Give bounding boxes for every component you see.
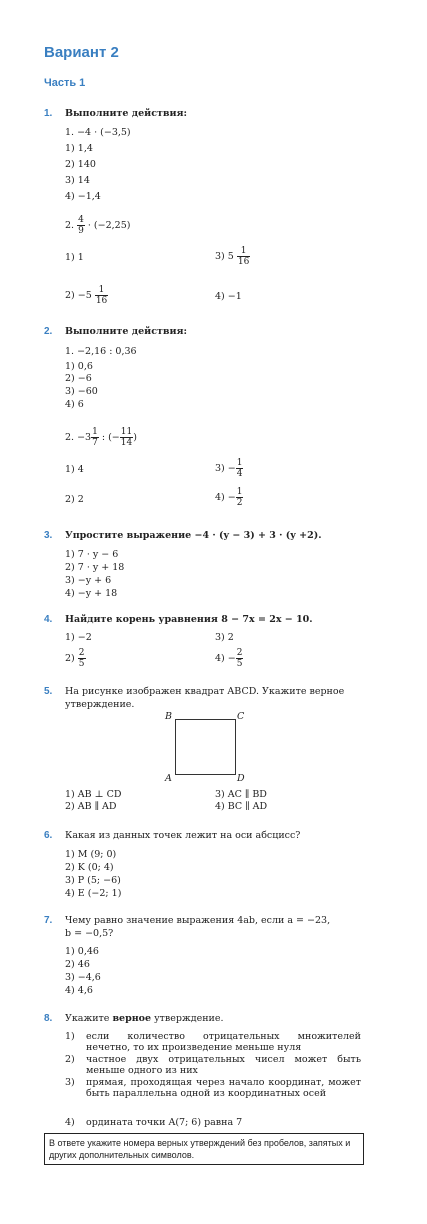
fraction bbox=[120, 427, 133, 448]
statement-number: 2) bbox=[65, 1054, 75, 1065]
option: 2) K (0; 4) bbox=[65, 862, 114, 873]
question-number: 4. bbox=[44, 614, 53, 625]
fraction bbox=[236, 458, 244, 479]
option: 3) 14 bbox=[65, 175, 90, 186]
subtask-suffix: · (−2,25) bbox=[87, 220, 131, 231]
fraction-denominator: 4 bbox=[236, 469, 243, 479]
option: 4) BC ∥ AD bbox=[215, 801, 268, 812]
fraction-numerator: 1 bbox=[92, 427, 98, 437]
question-text: утверждение. bbox=[65, 699, 135, 710]
option: 3) AC ∥ BD bbox=[215, 789, 267, 800]
question-text-emphasis: верное bbox=[112, 1013, 152, 1024]
option: 4) −1 bbox=[215, 291, 242, 302]
option: 3) 2 bbox=[215, 632, 234, 643]
question-text: Выполните действия: bbox=[65, 108, 188, 119]
option: 2) 140 bbox=[65, 159, 96, 170]
vertex-label-c: C bbox=[237, 711, 245, 722]
option bbox=[215, 458, 243, 479]
option: 4) −y + 18 bbox=[65, 588, 118, 599]
subtask-expression: 1. −2,16 : 0,36 bbox=[65, 346, 137, 357]
option: 1) 1,4 bbox=[65, 143, 93, 154]
option: 2) 46 bbox=[65, 959, 90, 970]
question-number: 5. bbox=[44, 686, 53, 697]
subtask-close: ) bbox=[133, 432, 137, 443]
subtask-expression: 1. −4 · (−3,5) bbox=[65, 127, 131, 138]
option: 4) E (−2; 1) bbox=[65, 888, 122, 899]
question-text: На рисунке изображен квадрат ABCD. Укажите верное bbox=[65, 686, 345, 697]
fraction-denominator: 5 bbox=[78, 659, 85, 669]
fraction-denominator: 9 bbox=[78, 226, 84, 236]
statement-number: 4) bbox=[65, 1117, 75, 1128]
fraction-numerator: 2 bbox=[236, 648, 243, 658]
subtask-prefix: 2. −3 bbox=[65, 432, 92, 443]
option: 1) 7 · y − 6 bbox=[65, 549, 119, 560]
question-number: 6. bbox=[44, 830, 53, 841]
fraction bbox=[237, 246, 250, 267]
statement-number: 3) bbox=[65, 1077, 75, 1088]
fraction bbox=[95, 285, 108, 306]
statement-text: прямая, проходящая через начало координат, может быть параллельна одной из координатных осей bbox=[86, 1077, 361, 1099]
option: 4) 4,6 bbox=[65, 985, 93, 996]
option: 3) P (5; −6) bbox=[65, 875, 121, 886]
fraction bbox=[78, 648, 86, 669]
fraction-denominator: 16 bbox=[95, 296, 108, 306]
question-text-post: утверждение. bbox=[151, 1013, 224, 1024]
vertex-label-b: B bbox=[165, 711, 172, 722]
question-number: 7. bbox=[44, 915, 53, 926]
fraction bbox=[91, 427, 99, 448]
fraction bbox=[77, 215, 85, 236]
fraction-denominator: 7 bbox=[92, 438, 98, 448]
question-number: 1. bbox=[44, 108, 53, 119]
subtask-expression bbox=[65, 215, 130, 236]
part-title: Часть 1 bbox=[44, 77, 86, 89]
variant-title: Вариант 2 bbox=[44, 44, 119, 61]
option bbox=[215, 246, 250, 267]
statement-text: ордината точки A(7; 6) равна 7 bbox=[86, 1117, 243, 1128]
question-text: Упростите выражение −4 · (y − 3) + 3 · (y +2). bbox=[65, 530, 322, 541]
option: 2) AB ∥ AD bbox=[65, 801, 117, 812]
option: 2) 7 · y + 18 bbox=[65, 562, 125, 573]
fraction bbox=[236, 487, 244, 508]
option-prefix: 2) −5 bbox=[65, 290, 92, 301]
option bbox=[65, 285, 108, 306]
option: 3) −y + 6 bbox=[65, 575, 112, 586]
option: 3) −4,6 bbox=[65, 972, 101, 983]
fraction-denominator: 5 bbox=[236, 659, 243, 669]
option: 3) −60 bbox=[65, 386, 98, 397]
option: 4) 6 bbox=[65, 399, 84, 410]
statement-text: если количество отрицательных множителей нечетно, то их произведение меньше нуля bbox=[86, 1031, 361, 1053]
option-prefix: 3) − bbox=[215, 463, 236, 474]
fraction-denominator: 14 bbox=[120, 438, 133, 448]
option bbox=[215, 487, 243, 508]
question-number: 3. bbox=[44, 530, 53, 541]
subtask-prefix: 2. bbox=[65, 220, 75, 231]
fraction-denominator: 2 bbox=[236, 498, 243, 508]
vertex-label-d: D bbox=[237, 773, 245, 784]
option bbox=[65, 648, 86, 669]
question-text: Какая из данных точек лежит на оси абсцисс? bbox=[65, 830, 301, 841]
option-prefix: 2) bbox=[65, 653, 75, 664]
option: 1) M (9; 0) bbox=[65, 849, 117, 860]
option: 1) 0,46 bbox=[65, 946, 99, 957]
question-number: 8. bbox=[44, 1013, 53, 1024]
question-text: b = −0,5? bbox=[65, 928, 114, 939]
question-number: 2. bbox=[44, 326, 53, 337]
fraction-numerator: 1 bbox=[237, 246, 250, 257]
subtask-middle: : (− bbox=[101, 432, 120, 443]
option: 2) −6 bbox=[65, 373, 92, 384]
option: 1) 4 bbox=[65, 464, 84, 475]
question-text: Чему равно значение выражения 4ab, если a = −23, bbox=[65, 915, 331, 926]
subtask-expression bbox=[65, 427, 137, 448]
fraction-numerator: 4 bbox=[78, 215, 84, 225]
fraction-numerator: 1 bbox=[236, 458, 243, 468]
fraction-numerator: 11 bbox=[120, 427, 133, 437]
square-abcd bbox=[175, 719, 236, 775]
question-text: Найдите корень уравнения 8 − 7x = 2x − 10. bbox=[65, 614, 313, 625]
question-text-pre: Укажите bbox=[65, 1013, 113, 1024]
fraction-numerator: 1 bbox=[95, 285, 108, 296]
fraction-numerator: 2 bbox=[78, 648, 85, 658]
fraction-numerator: 1 bbox=[236, 487, 243, 497]
option-prefix: 4) − bbox=[215, 492, 236, 503]
option: 1) AB ⊥ CD bbox=[65, 789, 122, 800]
vertex-label-a: A bbox=[165, 773, 172, 784]
option: 2) 2 bbox=[65, 494, 84, 505]
question-text bbox=[65, 1013, 224, 1024]
statement-number: 1) bbox=[65, 1031, 75, 1042]
fraction-denominator: 16 bbox=[237, 257, 250, 267]
option: 1) 0,6 bbox=[65, 361, 93, 372]
option: 4) −1,4 bbox=[65, 191, 101, 202]
option-prefix: 4) − bbox=[215, 653, 236, 664]
option: 1) 1 bbox=[65, 252, 84, 263]
option-prefix: 3) 5 bbox=[215, 251, 234, 262]
answer-instruction-box: В ответе укажите номера верных утверждений без пробелов, запятых и других дополнительных символов. bbox=[44, 1133, 364, 1165]
question-text: Выполните действия: bbox=[65, 326, 188, 337]
statement-text: частное двух отрицательных чисел может быть меньше одного из них bbox=[86, 1054, 361, 1076]
fraction bbox=[236, 648, 244, 669]
option bbox=[215, 648, 243, 669]
option: 1) −2 bbox=[65, 632, 92, 643]
